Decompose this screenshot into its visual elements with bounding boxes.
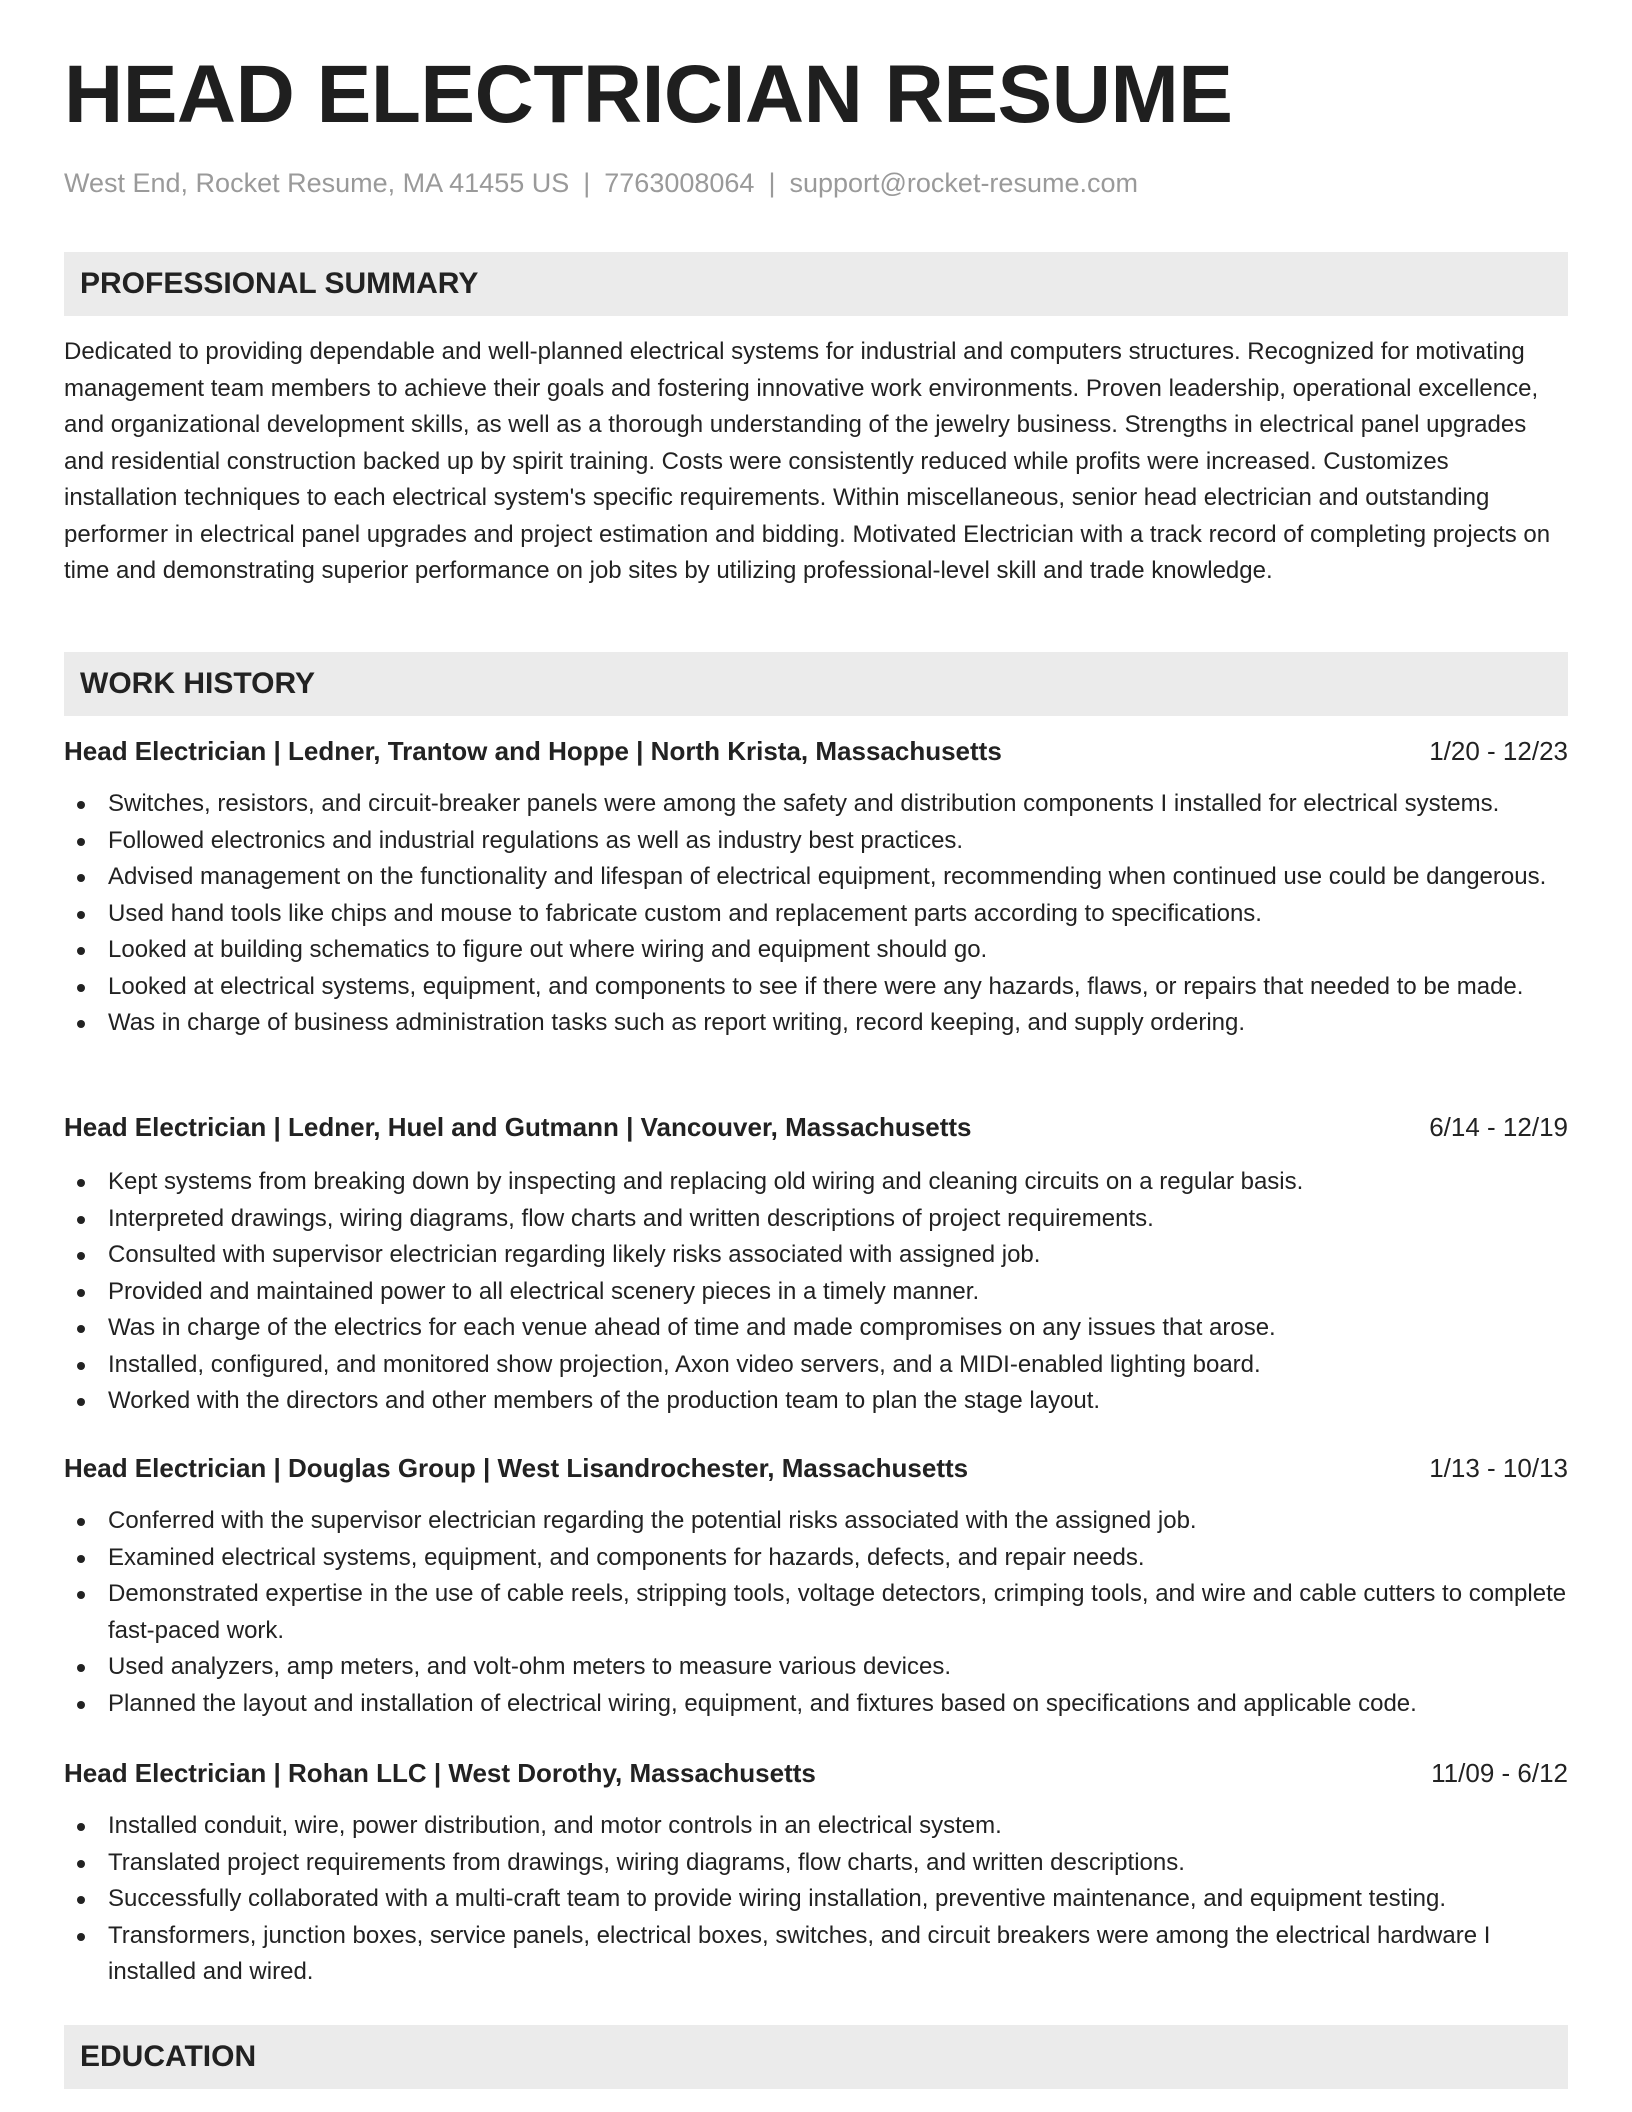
contact-separator: |	[583, 168, 591, 198]
contact-email[interactable]: support@rocket-resume.com	[789, 168, 1138, 198]
job-dates: 1/13 - 10/13	[1429, 1453, 1568, 1483]
list-item: Conferred with the supervisor electrician regarding the potential risks associated with the assigned job.	[64, 1503, 1568, 1540]
section-header-education	[64, 2025, 1568, 2089]
job-header	[64, 1112, 1568, 1148]
list-item: Transformers, junction boxes, service panels, electrical boxes, switches, and circuit breakers were among the electrical hardware I installed and wired.	[64, 1918, 1568, 1991]
list-item: Used hand tools like chips and mouse to fabricate custom and replacement parts according to specifications.	[64, 896, 1568, 933]
bullet-icon	[77, 1933, 85, 1941]
bullet-icon	[77, 1701, 85, 1709]
list-item: Translated project requirements from drawings, wiring diagrams, flow charts, and written descriptions.	[64, 1845, 1568, 1882]
bullet-icon	[77, 801, 85, 809]
job-title-company-location: Head Electrician | Douglas Group | West Lisandrochester, Massachusetts	[64, 1453, 969, 1483]
job-header	[64, 1758, 1568, 1794]
bullet-icon	[77, 1555, 85, 1563]
list-item: Demonstrated expertise in the use of cable reels, stripping tools, voltage detectors, crimping tools, and wire and cable cutters to complete fast-paced work.	[64, 1576, 1568, 1649]
bullet-icon	[77, 1325, 85, 1333]
bullet-icon	[77, 1216, 85, 1224]
list-item: Was in charge of the electrics for each venue ahead of time and made compromises on any issues that arose.	[64, 1310, 1568, 1347]
section-title-education: EDUCATION	[80, 2040, 257, 2073]
bullet-icon	[77, 1252, 85, 1260]
bullet-icon	[77, 1860, 85, 1868]
list-item: Installed conduit, wire, power distribution, and motor controls in an electrical system.	[64, 1808, 1568, 1845]
bullet-icon	[77, 947, 85, 955]
section-header-summary	[64, 252, 1568, 316]
list-item: Installed, configured, and monitored show projection, Axon video servers, and a MIDI-enabled lighting board.	[64, 1347, 1568, 1384]
list-item: Used analyzers, amp meters, and volt-ohm meters to measure various devices.	[64, 1649, 1568, 1686]
list-item: Advised management on the functionality and lifespan of electrical equipment, recommending when continued use could be dangerous.	[64, 859, 1568, 896]
job-bullet-list	[64, 1164, 1568, 1420]
bullet-icon	[77, 1896, 85, 1904]
list-item: Followed electronics and industrial regulations as well as industry best practices.	[64, 823, 1568, 860]
bullet-icon	[77, 984, 85, 992]
job-title-company-location: Head Electrician | Rohan LLC | West Dorothy, Massachusetts	[64, 1758, 816, 1788]
bullet-icon	[77, 838, 85, 846]
list-item: Provided and maintained power to all electrical scenery pieces in a timely manner.	[64, 1274, 1568, 1311]
section-title-summary: PROFESSIONAL SUMMARY	[80, 267, 479, 300]
section-header-work-history	[64, 652, 1568, 716]
bullet-icon	[77, 1823, 85, 1831]
contact-address: West End, Rocket Resume, MA 41455 US	[64, 168, 570, 198]
list-item: Looked at electrical systems, equipment, and components to see if there were any hazards, flaws, or repairs that needed to be made.	[64, 969, 1568, 1006]
job-title-company-location: Head Electrician | Ledner, Huel and Gutmann | Vancouver, Massachusetts	[64, 1112, 972, 1142]
job-title-company-location: Head Electrician | Ledner, Trantow and Hoppe | North Krista, Massachusetts	[64, 736, 1002, 766]
summary-text: Dedicated to providing dependable and well-planned electrical systems for industrial and computers structures. Recognized for motivating management team members to achieve their goals and fostering innovative work environments. Proven leadership, operational excellence, and organizational development skills, as well as a thorough understanding of the jewelry business. Strengths in electrical panel upgrades and residential construction backed up by spirit training. Costs were consistently reduced while profits were increased. Customizes installation techniques to each electrical system's specific requirements. Within miscellaneous, senior head electrician and outstanding performer in electrical panel upgrades and project estimation and bidding. Motivated Electrician with a track record of completing projects on time and demonstrating superior performance on job sites by utilizing professional-level skill and trade knowledge.	[64, 338, 1551, 584]
job-header	[64, 736, 1568, 772]
bullet-icon	[77, 1289, 85, 1297]
list-item: Looked at building schematics to figure out where wiring and equipment should go.	[64, 932, 1568, 969]
list-item: Worked with the directors and other members of the production team to plan the stage layout.	[64, 1383, 1568, 1420]
job-bullet-list	[64, 1503, 1568, 1722]
job-dates: 6/14 - 12/19	[1429, 1112, 1568, 1142]
job-bullet-list	[64, 786, 1568, 1042]
list-item: Examined electrical systems, equipment, and components for hazards, defects, and repair needs.	[64, 1540, 1568, 1577]
list-item: Planned the layout and installation of electrical wiring, equipment, and fixtures based on specifications and applicable code.	[64, 1686, 1568, 1723]
contact-line	[64, 168, 1138, 199]
section-title-work-history: WORK HISTORY	[80, 667, 316, 700]
resume-title: HEAD ELECTRICIAN RESUME	[64, 49, 1233, 140]
list-item: Interpreted drawings, wiring diagrams, flow charts and written descriptions of project requirements.	[64, 1201, 1568, 1238]
job-dates: 11/09 - 6/12	[1431, 1758, 1568, 1788]
bullet-icon	[77, 1664, 85, 1672]
bullet-icon	[77, 1020, 85, 1028]
bullet-icon	[77, 1591, 85, 1599]
bullet-icon	[77, 1179, 85, 1187]
bullet-icon	[77, 1518, 85, 1526]
contact-phone: 7763008064	[604, 168, 755, 198]
bullet-icon	[77, 911, 85, 919]
bullet-icon	[77, 1398, 85, 1406]
job-bullet-list	[64, 1808, 1568, 1991]
bullet-icon	[77, 874, 85, 882]
job-header	[64, 1453, 1568, 1489]
list-item: Was in charge of business administration tasks such as report writing, record keeping, and supply ordering.	[64, 1005, 1568, 1042]
list-item: Successfully collaborated with a multi-craft team to provide wiring installation, preventive maintenance, and equipment testing.	[64, 1881, 1568, 1918]
list-item: Kept systems from breaking down by inspecting and replacing old wiring and cleaning circuits on a regular basis.	[64, 1164, 1568, 1201]
bullet-icon	[77, 1362, 85, 1370]
list-item: Consulted with supervisor electrician regarding likely risks associated with assigned job.	[64, 1237, 1568, 1274]
list-item: Switches, resistors, and circuit-breaker panels were among the safety and distribution components I installed for electrical systems.	[64, 786, 1568, 823]
contact-separator: |	[768, 168, 776, 198]
job-dates: 1/20 - 12/23	[1429, 736, 1568, 766]
